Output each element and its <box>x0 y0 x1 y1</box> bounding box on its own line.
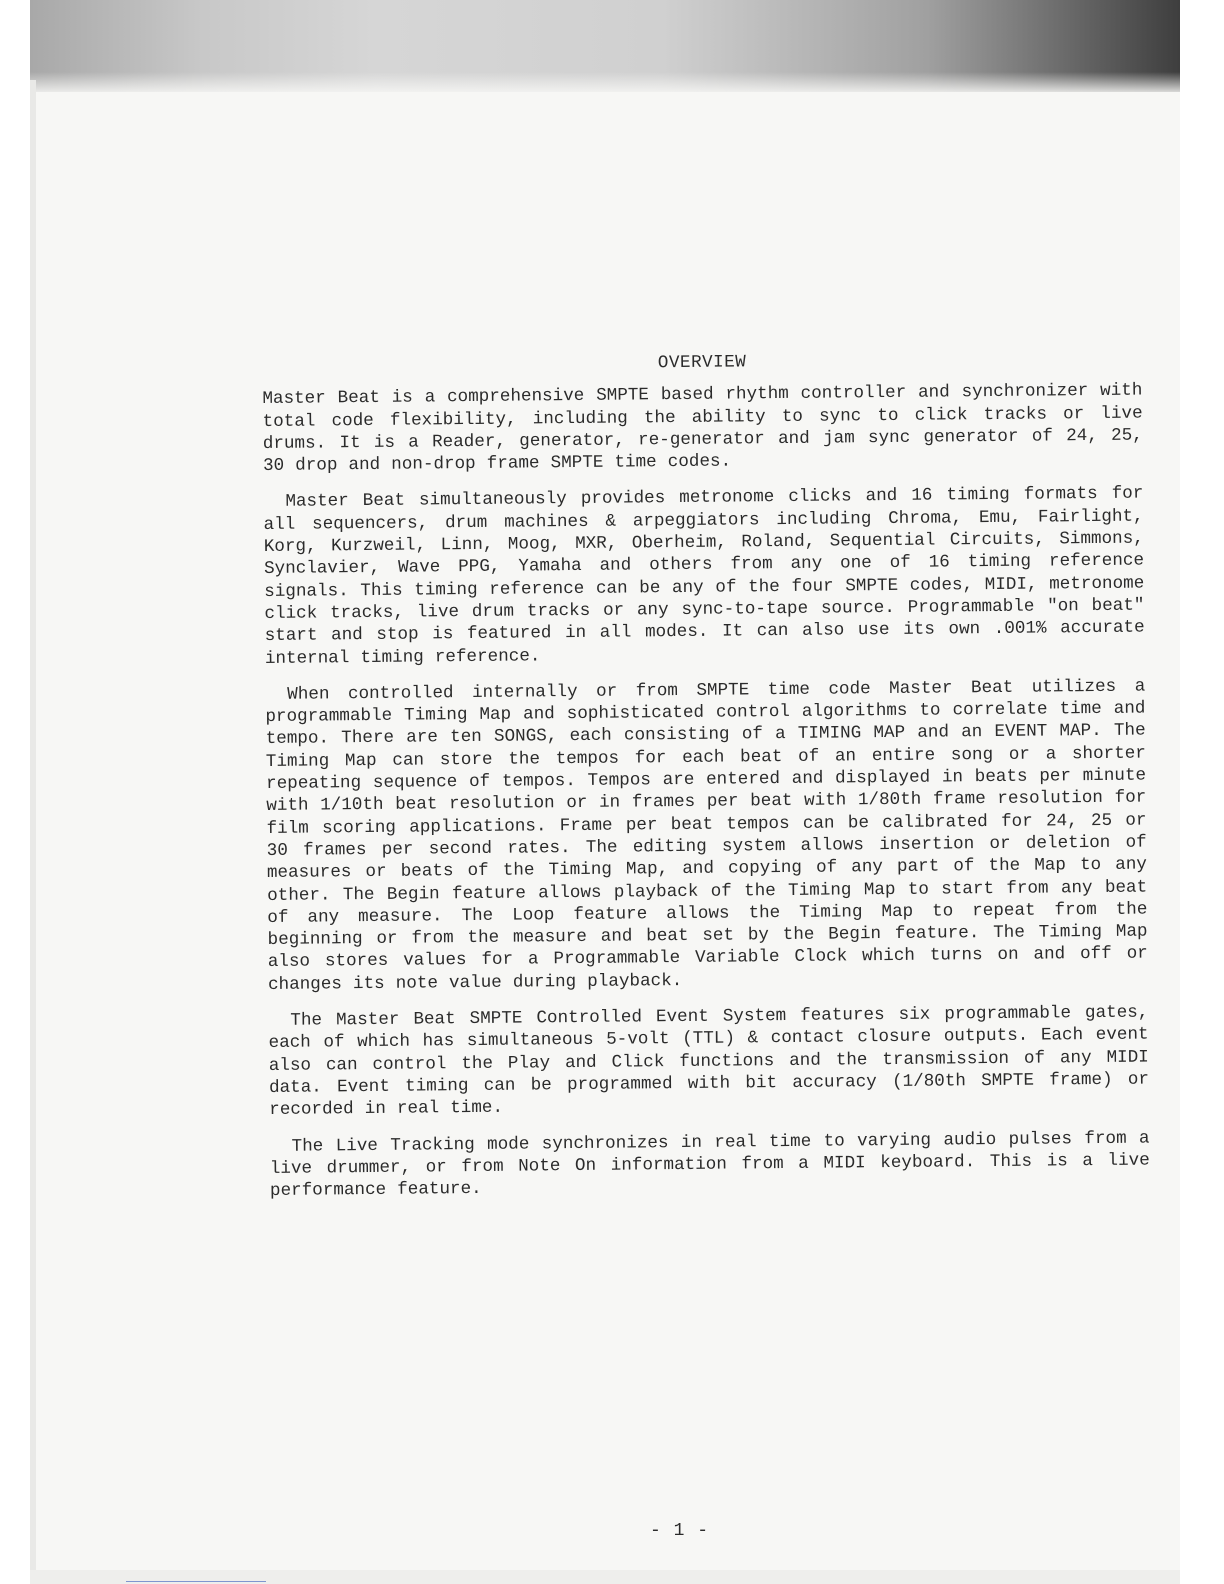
page-left-edge <box>30 80 36 1584</box>
page-title: OVERVIEW <box>657 352 747 374</box>
paragraph-timing-formats: Master Beat simultaneously provides metronome clicks and 16 timing formats for all sequencers, drum machines & arpeggiators including Chroma, Emu, Fairlight, Korg, Kurzweil, Linn, Moog, MXR, Oberheim, Roland, Sequential Circuits, Simmons, Synclavier, Wave PPG, Yamaha and others from any one of 16 timing reference signals. This timing reference can be any of the four SMPTE codes, MIDI, metronome click tracks, live drum tracks or any sync-to-tape source. Programmable "on beat" start and stop is featured in all modes. It can also use its own .001% accurate internal timing reference. <box>263 484 1145 669</box>
paragraph-live-tracking: The Live Tracking mode synchronizes in real time to varying audio pulses from a live drummer, or from Note On information from a MIDI keyboard. This is a live performance feature. <box>269 1128 1150 1202</box>
paragraph-intro: Master Beat is a comprehensive SMPTE based rhythm controller and synchronizer with total code flexibility, including the ability to sync to click tracks or live drums. It is a Reader, generator, re-generator and jam sync generator of 24, 25, 30 drop and non-drop frame SMPTE time codes. <box>262 380 1143 477</box>
footer-link-line <box>126 1581 266 1582</box>
page-number: - 1 - <box>650 1521 710 1541</box>
scanner-shadow-fade <box>30 72 1180 96</box>
right-margin <box>1180 0 1224 1584</box>
paragraph-event-system: The Master Beat SMPTE Controlled Event System features six programmable gates, each of which has simultaneous 5-volt (TTL) & contact closure outputs. Each event also can control the Play and Click functions and the transmission of any MIDI data. Event timing can be programmed with bit accuracy (1/80th SMPTE frame) or recorded in real time. <box>268 1002 1150 1121</box>
paragraph-timing-map: When controlled internally or from SMPTE time code Master Beat utilizes a programmable Timing Map and sophisticated control algorithms to correlate time and tempo. There are ten SONGS, each consisting of a TIMING MAP and an EVENT MAP. The Timing Map can store the tempos for each beat of an entire song or a shorter repeating sequence of tempos. Tempos are entered and displayed in beats per minute with 1/10th beat resolution or in frames per beat with 1/80th frame resolution for film scoring applications. Frame per beat tempos can be calibrated for 24, 25 or 30 frames per second rates. The editing system allows insertion or deletion of measures or beats of the Timing Map, and copying of any part of the Map to any other. The Begin feature allows playback of the Timing Map to start from any beat of any measure. The Loop feature allows the Timing Map to repeat from the beginning or from the measure and beat set by the Begin feature. The Timing Map also stores values for a Programmable Variable Clock which turns on and off or changes its note value during playback. <box>265 676 1148 995</box>
document-body <box>262 348 1150 1217</box>
